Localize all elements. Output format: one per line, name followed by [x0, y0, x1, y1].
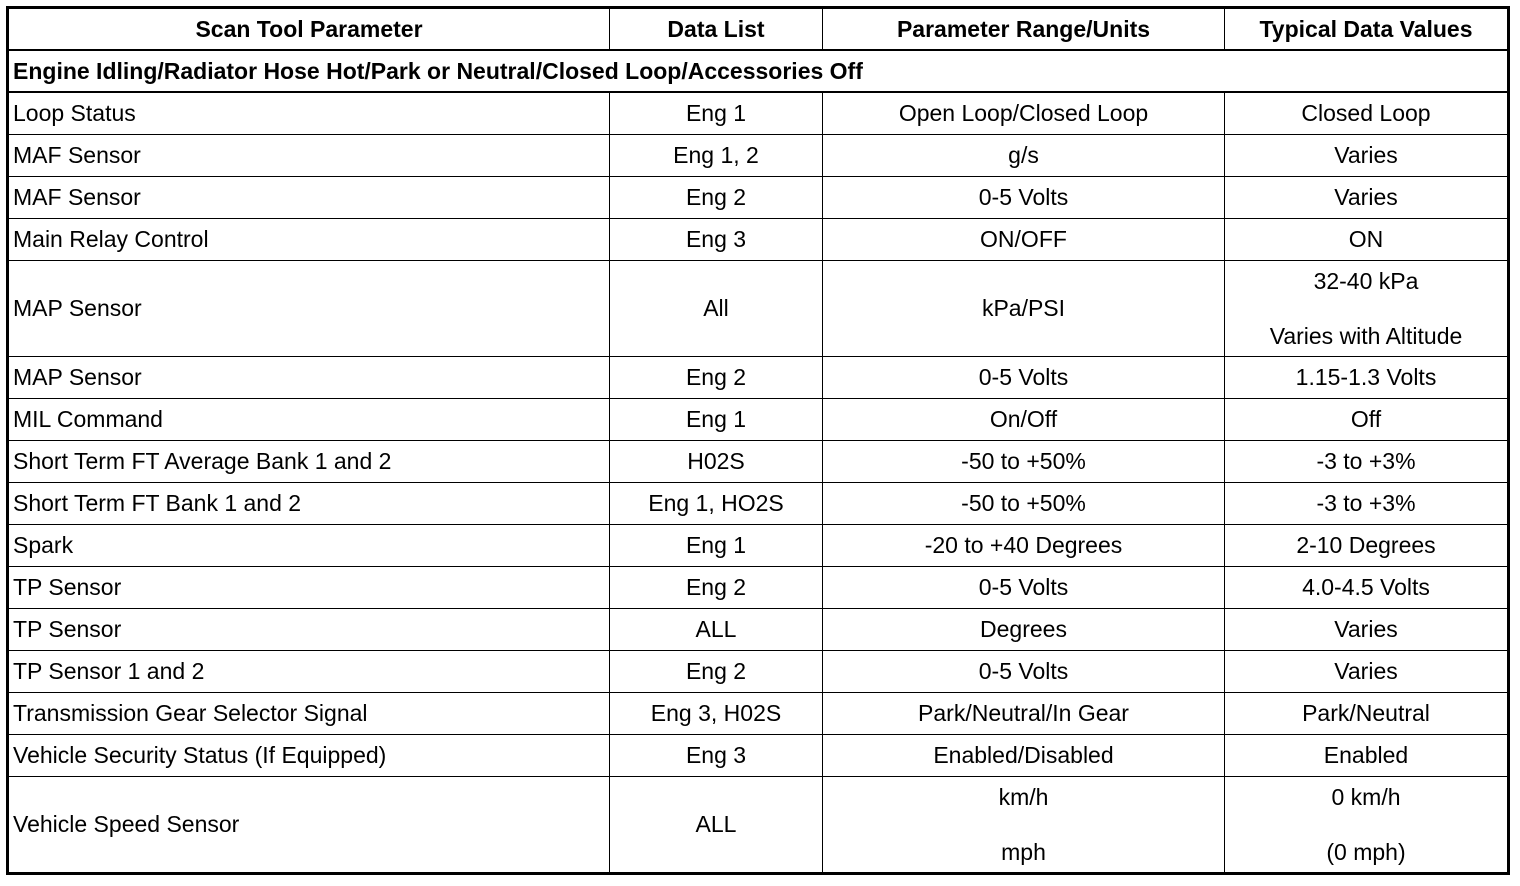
- cell-data-list: Eng 2: [610, 567, 823, 609]
- table-row: [8, 735, 1509, 777]
- cell-parameter-range-units: [823, 735, 1225, 777]
- header-typical-data-values: Typical Data Values: [1225, 8, 1509, 51]
- cell-parameter-range-units: [823, 399, 1225, 441]
- cell-parameter-range-units-line: kPa/PSI: [981, 295, 1066, 321]
- table-row: [8, 135, 1509, 177]
- cell-typical-data-values-line: Varies with Altitude: [1269, 322, 1463, 349]
- cell-parameter-range-units: [823, 693, 1225, 735]
- cell-parameter-range-units: [823, 177, 1225, 219]
- cell-parameter-range-units-line: Enabled/Disabled: [933, 742, 1114, 768]
- line-spacer: [1229, 811, 1503, 839]
- cell-typical-data-values: [1225, 693, 1509, 735]
- table-row: [8, 483, 1509, 525]
- cell-typical-data-values: [1225, 609, 1509, 651]
- header-scan-tool-parameter: Scan Tool Parameter: [8, 8, 610, 51]
- table-row: [8, 651, 1509, 693]
- table-row: [8, 399, 1509, 441]
- table-row: [8, 357, 1509, 399]
- cell-parameter-range-units: [823, 609, 1225, 651]
- cell-typical-data-values-line: 1.15-1.3 Volts: [1295, 364, 1437, 390]
- cell-scan-tool-parameter: TP Sensor: [8, 567, 610, 609]
- cell-scan-tool-parameter: TP Sensor: [8, 609, 610, 651]
- cell-data-list: Eng 3: [610, 735, 823, 777]
- cell-scan-tool-parameter: MIL Command: [8, 399, 610, 441]
- header-row: [8, 8, 1509, 51]
- cell-typical-data-values: [1225, 399, 1509, 441]
- line-spacer: [1229, 295, 1503, 323]
- cell-data-list: Eng 1, HO2S: [610, 483, 823, 525]
- scan-tool-data-table: [6, 6, 1510, 875]
- cell-typical-data-values: [1225, 777, 1509, 874]
- header-data-list: Data List: [610, 8, 823, 51]
- cell-typical-data-values: [1225, 261, 1509, 357]
- cell-parameter-range-units-line: -50 to +50%: [961, 448, 1086, 474]
- table-row: [8, 261, 1509, 357]
- cell-parameter-range-units: [823, 483, 1225, 525]
- cell-parameter-range-units-line: -20 to +40 Degrees: [924, 532, 1123, 558]
- cell-scan-tool-parameter: Short Term FT Bank 1 and 2: [8, 483, 610, 525]
- cell-parameter-range-units: [823, 651, 1225, 693]
- cell-parameter-range-units: [823, 357, 1225, 399]
- cell-data-list: Eng 3, H02S: [610, 693, 823, 735]
- cell-data-list: Eng 1: [610, 92, 823, 135]
- condition-label: Engine Idling/Radiator Hose Hot/Park or Neutral/Closed Loop/Accessories Off: [8, 50, 1509, 92]
- cell-parameter-range-units: [823, 92, 1225, 135]
- cell-typical-data-values-line: Off: [1350, 406, 1382, 432]
- cell-typical-data-values: [1225, 177, 1509, 219]
- table-row: [8, 92, 1509, 135]
- cell-parameter-range-units-line: 0-5 Volts: [978, 364, 1069, 390]
- cell-scan-tool-parameter: Spark: [8, 525, 610, 567]
- cell-data-list: Eng 2: [610, 357, 823, 399]
- cell-typical-data-values-line: ON: [1348, 226, 1384, 252]
- table-row: [8, 177, 1509, 219]
- cell-data-list: ALL: [610, 777, 823, 874]
- cell-data-list: Eng 1: [610, 525, 823, 567]
- header-parameter-range-units: Parameter Range/Units: [823, 8, 1225, 51]
- cell-parameter-range-units-line: On/Off: [989, 406, 1058, 432]
- cell-scan-tool-parameter: Transmission Gear Selector Signal: [8, 693, 610, 735]
- table-row: [8, 693, 1509, 735]
- cell-typical-data-values-line: Park/Neutral: [1302, 700, 1430, 726]
- cell-typical-data-values-line: Varies: [1334, 616, 1398, 642]
- cell-scan-tool-parameter: Short Term FT Average Bank 1 and 2: [8, 441, 610, 483]
- cell-parameter-range-units: [823, 777, 1225, 874]
- cell-typical-data-values-line: (0 mph): [1326, 838, 1406, 865]
- cell-typical-data-values: [1225, 219, 1509, 261]
- cell-typical-data-values: [1225, 651, 1509, 693]
- table-row: [8, 609, 1509, 651]
- cell-scan-tool-parameter: MAP Sensor: [8, 261, 610, 357]
- table-row: [8, 777, 1509, 874]
- cell-typical-data-values: [1225, 92, 1509, 135]
- cell-data-list: Eng 1, 2: [610, 135, 823, 177]
- cell-typical-data-values: [1225, 567, 1509, 609]
- cell-parameter-range-units: [823, 525, 1225, 567]
- table-row: [8, 567, 1509, 609]
- cell-parameter-range-units: [823, 135, 1225, 177]
- cell-typical-data-values-line: -3 to +3%: [1316, 448, 1416, 474]
- cell-data-list: Eng 1: [610, 399, 823, 441]
- cell-parameter-range-units-line: ON/OFF: [980, 226, 1067, 252]
- cell-data-list: All: [610, 261, 823, 357]
- cell-typical-data-values: [1225, 135, 1509, 177]
- cell-parameter-range-units-line: 0-5 Volts: [978, 184, 1069, 210]
- cell-data-list: Eng 2: [610, 651, 823, 693]
- cell-typical-data-values-line: 32-40 kPa: [1313, 267, 1419, 294]
- cell-typical-data-values-line: 0 km/h: [1331, 783, 1401, 810]
- cell-parameter-range-units: [823, 441, 1225, 483]
- scan-tool-data-table-container: [6, 6, 1510, 875]
- cell-scan-tool-parameter: Loop Status: [8, 92, 610, 135]
- cell-typical-data-values: [1225, 525, 1509, 567]
- cell-parameter-range-units-line: 0-5 Volts: [978, 658, 1069, 684]
- cell-typical-data-values: [1225, 483, 1509, 525]
- cell-typical-data-values: [1225, 441, 1509, 483]
- cell-parameter-range-units-line: Degrees: [980, 616, 1067, 642]
- cell-data-list: Eng 2: [610, 177, 823, 219]
- cell-typical-data-values-line: Varies: [1334, 184, 1398, 210]
- cell-parameter-range-units-line: -50 to +50%: [961, 490, 1086, 516]
- cell-typical-data-values-line: -3 to +3%: [1316, 490, 1416, 516]
- cell-typical-data-values: [1225, 357, 1509, 399]
- cell-scan-tool-parameter: MAF Sensor: [8, 177, 610, 219]
- cell-parameter-range-units-line: Open Loop/Closed Loop: [898, 100, 1149, 126]
- cell-scan-tool-parameter: Main Relay Control: [8, 219, 610, 261]
- cell-parameter-range-units-line: Park/Neutral/In Gear: [918, 700, 1129, 726]
- cell-parameter-range-units-line: 0-5 Volts: [978, 574, 1069, 600]
- cell-typical-data-values-line: 4.0-4.5 Volts: [1302, 574, 1430, 600]
- cell-scan-tool-parameter: Vehicle Speed Sensor: [8, 777, 610, 874]
- cell-data-list: Eng 3: [610, 219, 823, 261]
- condition-row: [8, 50, 1509, 92]
- line-spacer: [827, 811, 1220, 839]
- cell-data-list: H02S: [610, 441, 823, 483]
- cell-scan-tool-parameter: MAF Sensor: [8, 135, 610, 177]
- cell-typical-data-values-line: Varies: [1334, 658, 1398, 684]
- cell-scan-tool-parameter: Vehicle Security Status (If Equipped): [8, 735, 610, 777]
- cell-scan-tool-parameter: MAP Sensor: [8, 357, 610, 399]
- cell-typical-data-values-line: Enabled: [1323, 742, 1409, 768]
- cell-parameter-range-units-line: g/s: [1008, 142, 1039, 168]
- cell-typical-data-values-line: Varies: [1334, 142, 1398, 168]
- table-row: [8, 441, 1509, 483]
- table-row: [8, 219, 1509, 261]
- cell-scan-tool-parameter: TP Sensor 1 and 2: [8, 651, 610, 693]
- cell-parameter-range-units: [823, 261, 1225, 357]
- cell-parameter-range-units-line: mph: [1001, 838, 1046, 865]
- cell-typical-data-values: [1225, 735, 1509, 777]
- table-row: [8, 525, 1509, 567]
- cell-parameter-range-units: [823, 219, 1225, 261]
- cell-parameter-range-units-line: km/h: [998, 783, 1049, 810]
- cell-typical-data-values-line: 2-10 Degrees: [1296, 532, 1436, 558]
- cell-parameter-range-units: [823, 567, 1225, 609]
- cell-typical-data-values-line: Closed Loop: [1301, 100, 1431, 126]
- cell-data-list: ALL: [610, 609, 823, 651]
